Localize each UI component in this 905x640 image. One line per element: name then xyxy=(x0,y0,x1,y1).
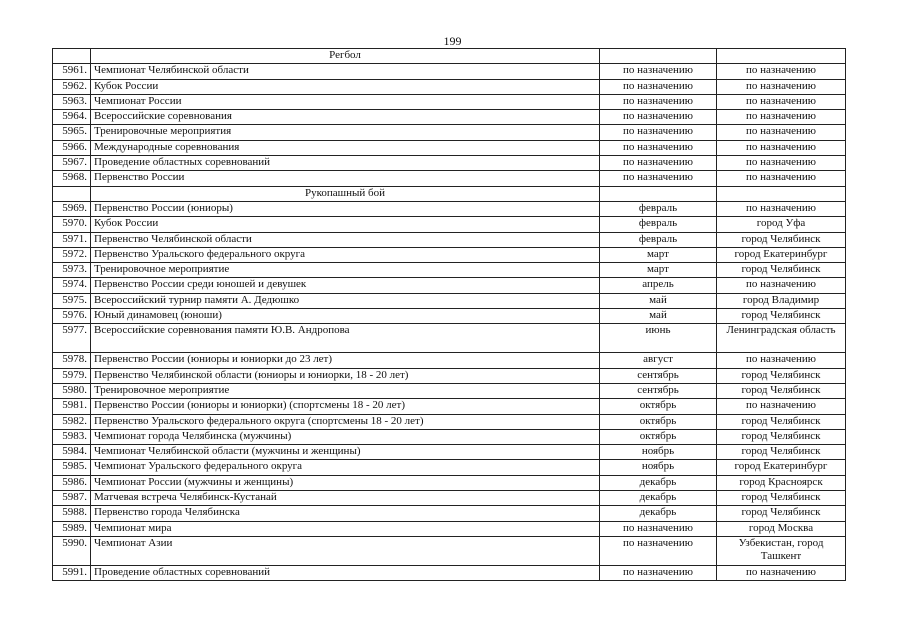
section-header-empty-cell xyxy=(53,49,91,64)
event-name: Тренировочное мероприятие xyxy=(91,383,600,398)
event-name: Чемпионат Челябинской области xyxy=(91,64,600,79)
row-number: 5965. xyxy=(53,125,91,140)
table-row xyxy=(53,94,846,109)
table-row xyxy=(53,565,846,580)
event-place: город Челябинск xyxy=(717,445,846,460)
event-name: Первенство России (юниоры и юниорки) (спортсмены 18 - 20 лет) xyxy=(91,399,600,414)
event-date: февраль xyxy=(600,201,717,216)
row-number: 5964. xyxy=(53,110,91,125)
event-date: октябрь xyxy=(600,399,717,414)
event-name: Чемпионат России xyxy=(91,94,600,109)
row-number: 5986. xyxy=(53,475,91,490)
row-number: 5966. xyxy=(53,140,91,155)
row-number: 5990. xyxy=(53,536,91,565)
section-header-empty-cell xyxy=(600,186,717,201)
event-place: Ленинградская область xyxy=(717,324,846,353)
event-name: Проведение областных соревнований xyxy=(91,156,600,171)
event-place: по назначению xyxy=(717,140,846,155)
event-date: по назначению xyxy=(600,79,717,94)
table-row xyxy=(53,491,846,506)
row-number: 5962. xyxy=(53,79,91,94)
page-number: 199 xyxy=(443,34,462,48)
table-row xyxy=(53,263,846,278)
section-title: Регбол xyxy=(91,49,600,64)
table-row xyxy=(53,217,846,232)
row-number: 5989. xyxy=(53,521,91,536)
table-row xyxy=(53,506,846,521)
section-header-row xyxy=(53,186,846,201)
section-header-empty-cell xyxy=(717,186,846,201)
row-number: 5973. xyxy=(53,263,91,278)
event-date: ноябрь xyxy=(600,460,717,475)
table-row xyxy=(53,429,846,444)
table-row xyxy=(53,125,846,140)
event-date: декабрь xyxy=(600,506,717,521)
event-place: город Екатеринбург xyxy=(717,247,846,262)
row-number: 5971. xyxy=(53,232,91,247)
row-number: 5985. xyxy=(53,460,91,475)
event-date: февраль xyxy=(600,232,717,247)
event-place: по назначению xyxy=(717,94,846,109)
event-name: Первенство Челябинской области xyxy=(91,232,600,247)
event-date: октябрь xyxy=(600,429,717,444)
event-name: Тренировочное мероприятие xyxy=(91,263,600,278)
event-date: июнь xyxy=(600,324,717,353)
table-row xyxy=(53,521,846,536)
row-number: 5963. xyxy=(53,94,91,109)
event-name: Первенство города Челябинска xyxy=(91,506,600,521)
row-number: 5977. xyxy=(53,324,91,353)
event-place: по назначению xyxy=(717,278,846,293)
event-name: Международные соревнования xyxy=(91,140,600,155)
event-name: Проведение областных соревнований xyxy=(91,565,600,580)
event-date: по назначению xyxy=(600,536,717,565)
event-place: по назначению xyxy=(717,353,846,368)
event-date: по назначению xyxy=(600,64,717,79)
table-row xyxy=(53,536,846,565)
row-number: 5976. xyxy=(53,309,91,324)
event-name: Всероссийские соревнования памяти Ю.В. Андропова xyxy=(91,324,600,353)
event-place: по назначению xyxy=(717,125,846,140)
row-number: 5987. xyxy=(53,491,91,506)
table-row xyxy=(53,414,846,429)
row-number: 5969. xyxy=(53,201,91,216)
row-number: 5983. xyxy=(53,429,91,444)
section-header-row xyxy=(53,49,846,64)
section-title: Рукопашный бой xyxy=(91,186,600,201)
event-place: город Москва xyxy=(717,521,846,536)
event-date: по назначению xyxy=(600,94,717,109)
row-number: 5968. xyxy=(53,171,91,186)
table-row xyxy=(53,460,846,475)
event-place: по назначению xyxy=(717,171,846,186)
table-row xyxy=(53,232,846,247)
event-place: по назначению xyxy=(717,156,846,171)
event-date: апрель xyxy=(600,278,717,293)
row-number: 5978. xyxy=(53,353,91,368)
table-row xyxy=(53,353,846,368)
event-date: ноябрь xyxy=(600,445,717,460)
event-place: по назначению xyxy=(717,565,846,580)
row-number: 5975. xyxy=(53,293,91,308)
event-date: по назначению xyxy=(600,110,717,125)
event-date: октябрь xyxy=(600,414,717,429)
row-number: 5979. xyxy=(53,368,91,383)
event-date: август xyxy=(600,353,717,368)
event-place: город Челябинск xyxy=(717,232,846,247)
event-name: Матчевая встреча Челябинск-Кустанай xyxy=(91,491,600,506)
table-row xyxy=(53,309,846,324)
row-number: 5984. xyxy=(53,445,91,460)
event-date: март xyxy=(600,247,717,262)
event-place: город Уфа xyxy=(717,217,846,232)
event-name: Чемпионат Челябинской области (мужчины и женщины) xyxy=(91,445,600,460)
event-place: город Челябинск xyxy=(717,506,846,521)
table-row xyxy=(53,383,846,398)
table-row xyxy=(53,110,846,125)
table-row xyxy=(53,368,846,383)
table-row xyxy=(53,64,846,79)
event-date: май xyxy=(600,309,717,324)
event-place: по назначению xyxy=(717,79,846,94)
table-row xyxy=(53,247,846,262)
event-place: город Красноярск xyxy=(717,475,846,490)
row-number: 5988. xyxy=(53,506,91,521)
event-date: по назначению xyxy=(600,140,717,155)
row-number: 5970. xyxy=(53,217,91,232)
table-row xyxy=(53,324,846,353)
event-name: Чемпионат России (мужчины и женщины) xyxy=(91,475,600,490)
table-row xyxy=(53,201,846,216)
row-number: 5961. xyxy=(53,64,91,79)
row-number: 5967. xyxy=(53,156,91,171)
schedule-table xyxy=(52,48,846,581)
event-name: Первенство России среди юношей и девушек xyxy=(91,278,600,293)
event-name: Всероссийский турнир памяти А. Дедюшко xyxy=(91,293,600,308)
event-date: март xyxy=(600,263,717,278)
event-place: по назначению xyxy=(717,201,846,216)
event-date: по назначению xyxy=(600,565,717,580)
section-header-empty-cell xyxy=(53,186,91,201)
event-date: май xyxy=(600,293,717,308)
event-name: Кубок России xyxy=(91,79,600,94)
table-row xyxy=(53,475,846,490)
section-header-empty-cell xyxy=(717,49,846,64)
table-row xyxy=(53,278,846,293)
event-name: Чемпионат Азии xyxy=(91,536,600,565)
row-number: 5991. xyxy=(53,565,91,580)
event-date: по назначению xyxy=(600,521,717,536)
event-place: город Челябинск xyxy=(717,429,846,444)
table-row xyxy=(53,171,846,186)
event-place: город Челябинск xyxy=(717,368,846,383)
event-place: город Владимир xyxy=(717,293,846,308)
event-name: Первенство России (юниоры) xyxy=(91,201,600,216)
event-name: Первенство России xyxy=(91,171,600,186)
table-row xyxy=(53,399,846,414)
event-name: Тренировочные мероприятия xyxy=(91,125,600,140)
schedule-table-body xyxy=(53,49,846,581)
event-name: Первенство Уральского федерального округа (спортсмены 18 - 20 лет) xyxy=(91,414,600,429)
event-name: Чемпионат мира xyxy=(91,521,600,536)
event-date: по назначению xyxy=(600,125,717,140)
table-row xyxy=(53,140,846,155)
event-date: сентябрь xyxy=(600,368,717,383)
event-name: Кубок России xyxy=(91,217,600,232)
row-number: 5974. xyxy=(53,278,91,293)
event-place: город Челябинск xyxy=(717,309,846,324)
table-row xyxy=(53,156,846,171)
event-date: по назначению xyxy=(600,171,717,186)
section-header-empty-cell xyxy=(600,49,717,64)
event-name: Первенство Уральского федерального округа xyxy=(91,247,600,262)
event-place: по назначению xyxy=(717,399,846,414)
row-number: 5980. xyxy=(53,383,91,398)
event-name: Чемпионат города Челябинска (мужчины) xyxy=(91,429,600,444)
event-date: сентябрь xyxy=(600,383,717,398)
table-row xyxy=(53,79,846,94)
event-place: город Челябинск xyxy=(717,263,846,278)
event-date: декабрь xyxy=(600,475,717,490)
event-name: Чемпионат Уральского федерального округа xyxy=(91,460,600,475)
event-name: Первенство Челябинской области (юниоры и юниорки, 18 - 20 лет) xyxy=(91,368,600,383)
event-name: Всероссийские соревнования xyxy=(91,110,600,125)
event-date: февраль xyxy=(600,217,717,232)
event-place: город Екатеринбург xyxy=(717,460,846,475)
event-place: город Челябинск xyxy=(717,491,846,506)
event-place: город Челябинск xyxy=(717,383,846,398)
table-row xyxy=(53,293,846,308)
event-name: Первенство России (юниоры и юниорки до 23 лет) xyxy=(91,353,600,368)
row-number: 5981. xyxy=(53,399,91,414)
table-row xyxy=(53,445,846,460)
row-number: 5972. xyxy=(53,247,91,262)
event-place: Узбекистан, город Ташкент xyxy=(717,536,846,565)
event-place: по назначению xyxy=(717,64,846,79)
event-date: декабрь xyxy=(600,491,717,506)
event-date: по назначению xyxy=(600,156,717,171)
event-place: по назначению xyxy=(717,110,846,125)
event-name: Юный динамовец (юноши) xyxy=(91,309,600,324)
row-number: 5982. xyxy=(53,414,91,429)
event-place: город Челябинск xyxy=(717,414,846,429)
